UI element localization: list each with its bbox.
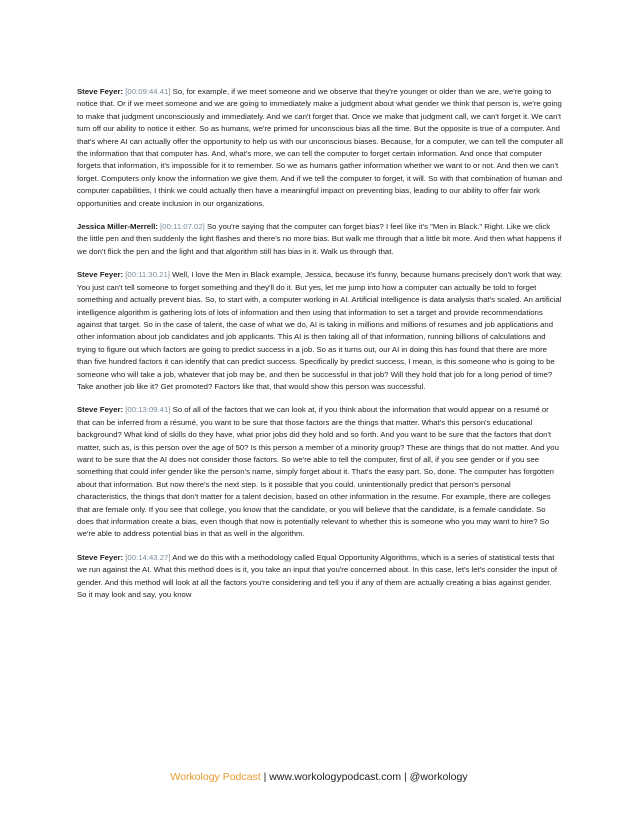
paragraph-text: So of all of the factors that we can look at, if you think about the information that would appear on a resumé or that can be inferred from a résumé, you want to be sure that those factors are the things that matter. What's this person's educational background? What kind of skills do they have, what prior jobs did they hold and so forth. And you want to be sure that the factors that don't matter, such as, is this person over the age of 50? Is this person a member of a minority group? These are things that do not matter. And you want to be sure that the AI does not consider those factors. So we're able to tell the computer, first of all, if you see gender or if you see something that could infer gender like the person's name, simply forget about it. That's the easy part. So, done. The computer has forgotten about that information. But now there's the next step. Is it possible that you could. unintentionally predict that person's personal characteristics, the things that don't matter for a talent decision, based on other information in the resume. For example, there are colleges that are female only. If you see that college, you know that the candidate, or you will believe that the candidate, is a female candidate. So does that information create a bias, even though that now is potentially relevant to whether this is someone who you may want to hire? So we're able to address potential bias in that as well in the algorithm. [77,405,559,539]
footer-separator: | [401,771,410,783]
transcript-body [77,86,563,612]
footer-separator: | [260,771,270,783]
timestamp: [00:13:09.41] [125,405,171,415]
speaker-name: Steve Feyer: [77,405,124,415]
footer-website[interactable]: www.workologypodcast.com [269,771,402,783]
paragraph-text: So you're saying that the computer can forget bias? I feel like it's "Men in Black." Right. Like we click the little pen and then suddenly the light flashes and there's no more bias. But walk me through that a little bit more. And then what happens if we don't flick the pen and the light and that algorithm still has bias in it. Walk us through that. [77,222,562,256]
paragraph-text: So, for example, if we meet someone and we observe that they're younger or older than we are, we're going to notice that. Or if we meet someone and we are going to immediately make a judgment about what gender we think that person is, we're going to make that judgment unconsciously and immediately. And we can't forget that. Once we make that judgment call, we can't forget it. We can't turn off our ability to notice it either. So as humans, we're primed for unconscious bias all the time. But the opposite is true of a computer. And that's where AI can actually offer the opportunity to help us with our unconscious biases. Because, for a computer, we can tell the computer all the information that that computer has. And, what's more, we can tell the computer to forget certain information. And once that computer forgets that information, it's impossible for it to remember. So we as humans gather information whether we want to or not. And then we can't forget. Computers only know the information we give them. And if we tell the computer to forget, it will. So with that combination of human and computer capabilities, I think we could actually then have a meaningful impact on preventing bias, leading to our ability to offer fair work opportunities and create inclusion in our organizations. [77,87,563,208]
speaker-name: Steve Feyer: [77,552,124,562]
timestamp: [00:11:30.21] [125,270,170,280]
timestamp: [00:09:44.41] [125,87,171,96]
timestamp: [00:14:43.27] [125,552,171,562]
transcript-paragraph [77,221,563,258]
speaker-name: Jessica Miller-Merrell: [77,222,158,232]
transcript-paragraph [77,269,563,393]
timestamp: [00:11:07.02] [160,222,205,232]
footer-handle[interactable]: @workology [409,771,468,783]
page-footer [0,771,638,783]
paragraph-text: Well, I love the Men in Black example, Jessica, because it's funny, because humans precisely don't work that way. You just can't tell someone to forget something and they'll do it. But yes, let me jump into how a computer can actually be told to forget something and actually prevent bias. So, to start with, a computer working in AI. Artificial intelligence is data analysis that's scaled. An artificial intelligence algorithm is gathering lots of lots of information and then using that information to set a target and provide recommendations against that target. So in the case of talent, the case of what we do, AI is taking in millions and millions of resumes and job applications and other information about job candidates and job applicants. This AI is then taking all of that information, running billions of calculations and trying to figure out which factors are going to predict success in a job. So as it turns out, our AI in doing this has found that there are more than five hundred factors it can identify that can predict success. Specifically by predict success, I mean, is this someone who is going to be someone who will take a job, whatever that job may be, and then be successful in that job? Will they hold that job for a long period of time? Take another job like it? Get promoted? Factors like that, that would show this person was successful. [77,270,563,391]
speaker-name: Steve Feyer: [77,270,124,280]
transcript-paragraph [77,552,563,602]
transcript-paragraph [77,404,563,540]
footer-brand: Workology Podcast [170,771,261,783]
speaker-name: Steve Feyer: [77,87,124,96]
transcript-paragraph [77,86,563,210]
paragraph-text: And we do this with a methodology called Equal Opportunity Algorithms, which is a series of statistical tests that we run against the AI. What this method does is it, you take an input that you're concerned about. In this case, let's let's consider the input of gender. And this method will look at all the factors you're considering and tell you if any of them are actually creating a bias against gender. So it may look and say, you know [77,552,558,600]
